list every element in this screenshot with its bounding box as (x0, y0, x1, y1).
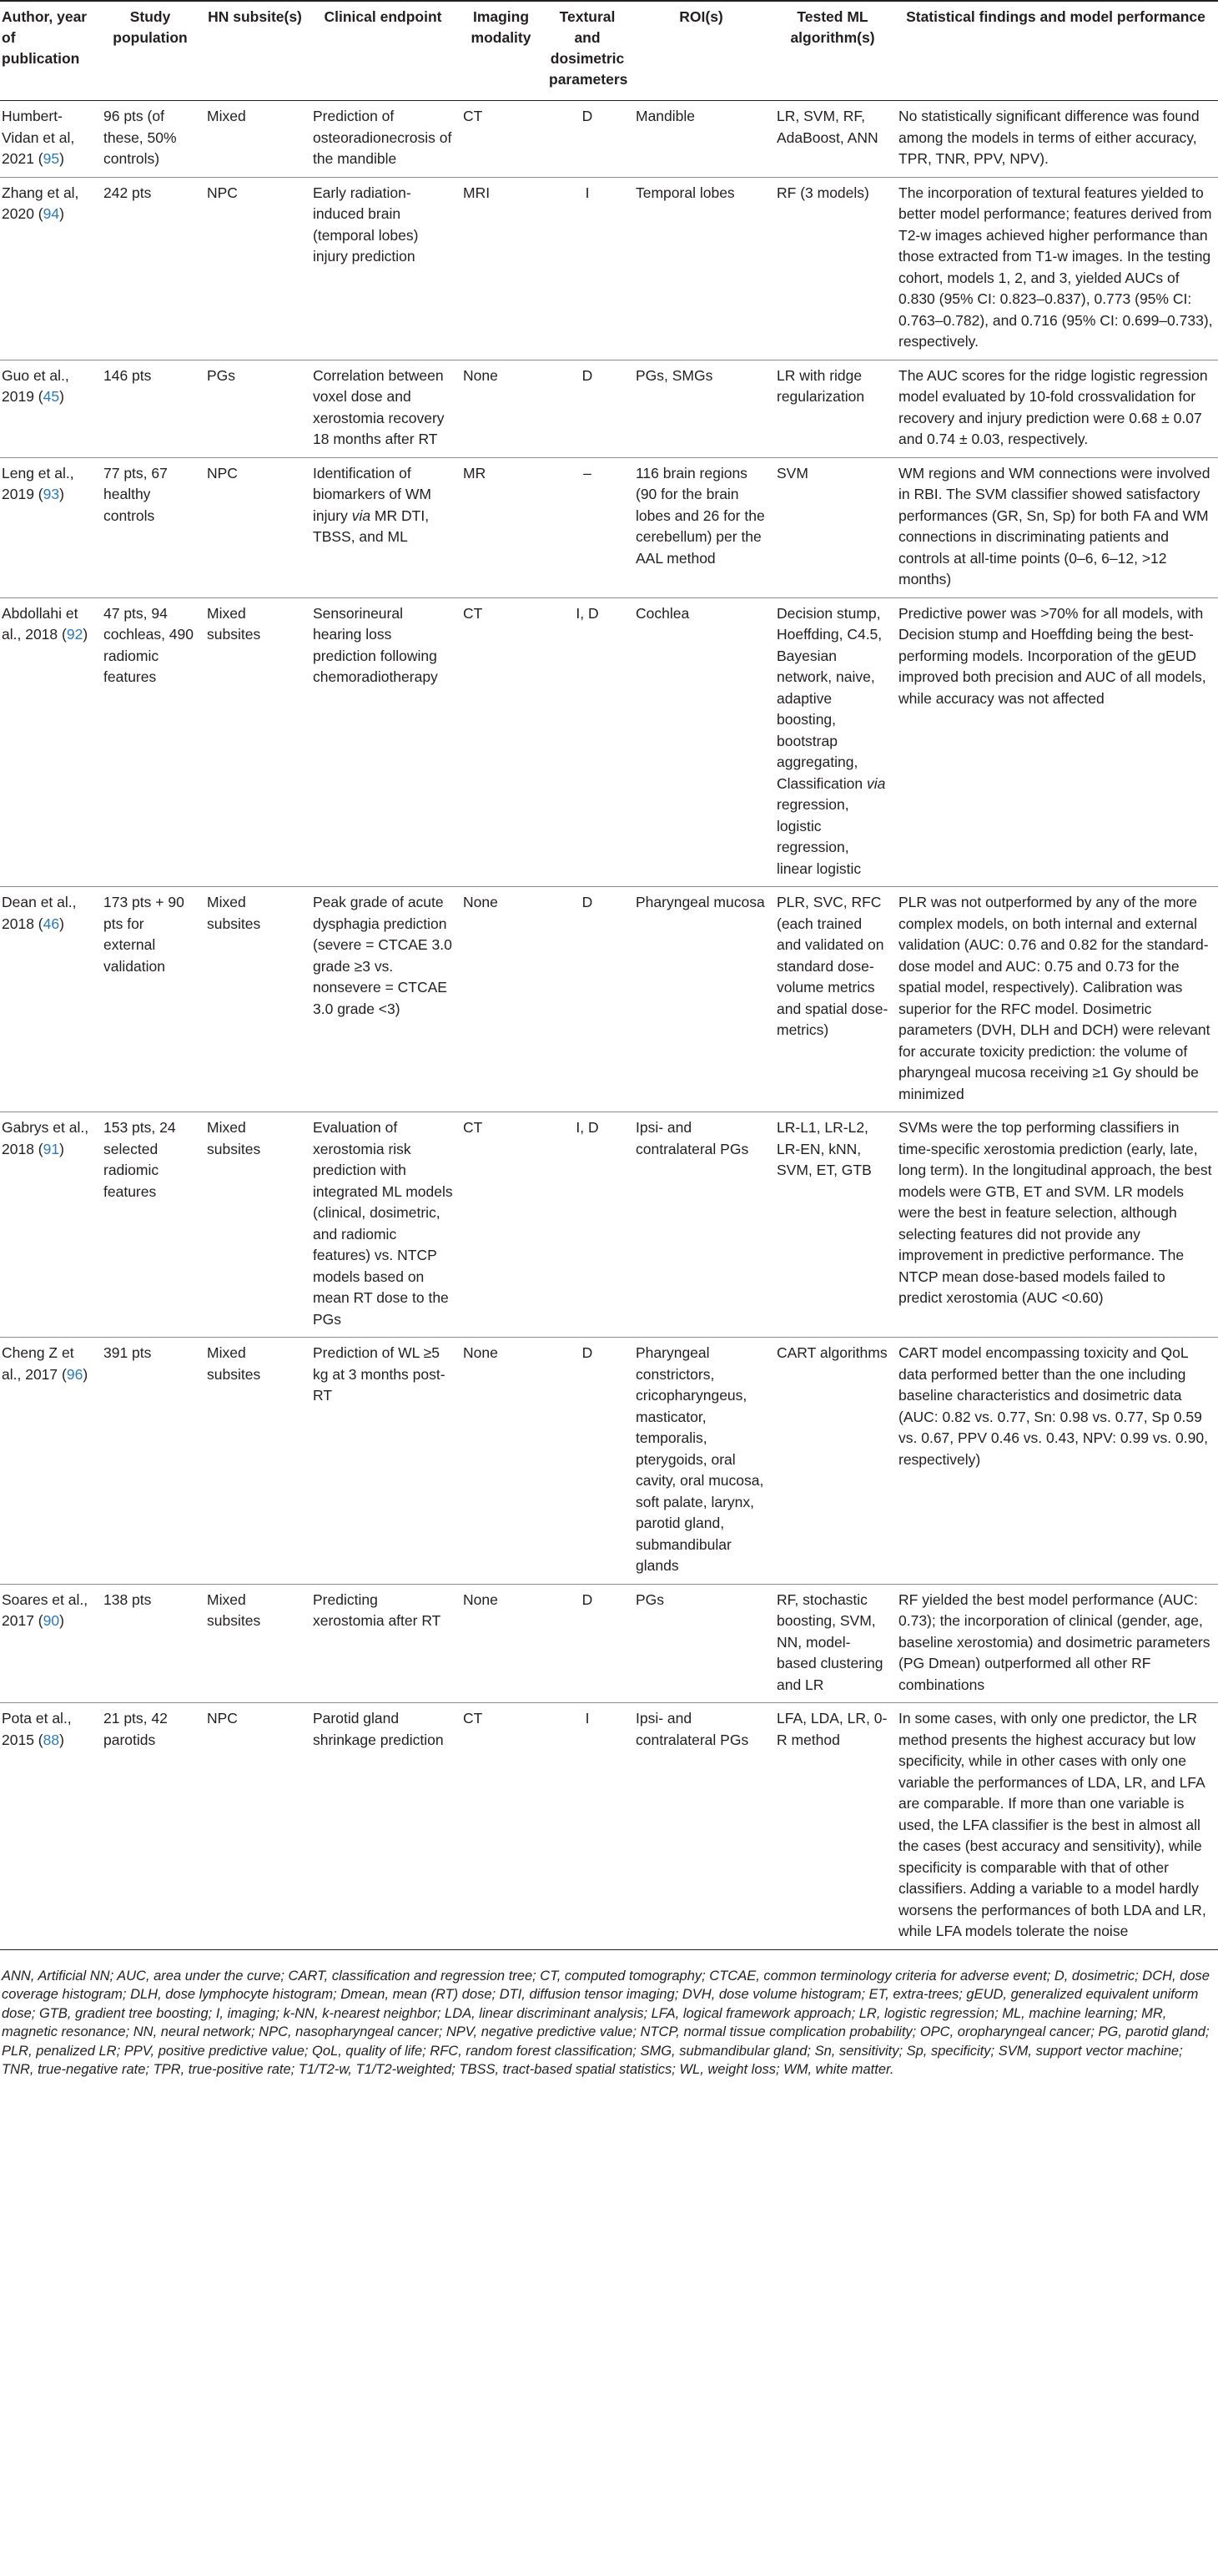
params-cell: I, D (544, 1112, 631, 1338)
roi-cell: Temporal lobes (631, 177, 772, 360)
params-cell: I (544, 177, 631, 360)
findings-cell: WM regions and WM connections were involved in RBI. The SVM classifier showed satisfactory performances (GR, Sn, Sp) for both FA and WM connections in discriminating patients and controls at all-time points (0–6, 6–12, >12 months) (893, 457, 1218, 597)
findings-cell: Predictive power was >70% for all models, with Decision stump and Hoeffding being the best-performing models. Incorporation of the gEUD improved both precision and AUC of all models, while accuracy was not affected (893, 597, 1218, 887)
reference-link[interactable]: 96 (66, 1365, 83, 1383)
endpoint-cell: Early radiation-induced brain (temporal lobes) injury prediction (308, 177, 458, 360)
population-cell: 173 pts + 90 pts for external validation (98, 887, 202, 1112)
table-row (0, 887, 1218, 1112)
table-row (0, 1112, 1218, 1338)
population-cell: 96 pts (of these, 50% controls) (98, 101, 202, 178)
reference-link[interactable]: 45 (43, 388, 60, 405)
reference-link[interactable]: 88 (43, 1731, 60, 1748)
imaging-cell: None (458, 1584, 544, 1703)
findings-cell: The incorporation of textural features yielded to better model performance; features derived from T2-w images achieved higher performance than those extracted from T1-w images. In the testing cohort, models 1, 2, and 3, yielded AUCs of 0.830 (95% CI: 0.823–0.837), 0.773 (95% CI: 0.763–0.782), and 0.716 (95% CI: 0.699–0.733), respectively. (893, 177, 1218, 360)
params-cell: I (544, 1703, 631, 1950)
roi-cell: Ipsi- and contralateral PGs (631, 1703, 772, 1950)
params-cell: D (544, 101, 631, 178)
algorithms-cell: SVM (772, 457, 893, 597)
imaging-cell: CT (458, 1112, 544, 1338)
endpoint-cell (308, 457, 458, 597)
subsite-cell: PGs (202, 360, 308, 457)
endpoint-text-italic: via (351, 507, 371, 524)
roi-cell: Pharyngeal mucosa (631, 887, 772, 1112)
subsite-cell: Mixed subsites (202, 887, 308, 1112)
table-row (0, 1584, 1218, 1703)
endpoint-cell: Peak grade of acute dysphagia prediction (severe = CTCAE 3.0 grade ≥3 vs. nonsevere = CTCAE 3.0 grade <3) (308, 887, 458, 1112)
subsite-cell: Mixed subsites (202, 597, 308, 887)
findings-cell: CART model encompassing toxicity and QoL data performed better than the one including baseline characteristics and dosimetric data (AUC: 0.82 vs. 0.77, Sn: 0.98 vs. 0.77, Sp 0.59 vs. 0.67, PPV 0.46 vs. 0.43, NPV: 0.99 vs. 0.90, respectively) (893, 1338, 1218, 1585)
author-cell: Dean et al., 2018 (46) (0, 887, 98, 1112)
header-algorithms: Tested ML algorithm(s) (772, 1, 893, 101)
params-cell: I, D (544, 597, 631, 887)
findings-cell: In some cases, with only one predictor, the LR method presents the highest accuracy but low specificity, while in other cases with only one variable the performances of LDA, LR, and LFA are comparable. If more than one variable is used, the LFA classifier is the best in almost all the cases (best accuracy and sensitivity), while specificity is comparable with that of other classifiers. Adding a variable to a model hardly worsens the performances of both LDA and LR, while LFA models tolerate the noise (893, 1703, 1218, 1950)
population-cell: 391 pts (98, 1338, 202, 1585)
algorithms-text-italic: via (866, 774, 886, 792)
author-cell: Leng et al., 2019 (93) (0, 457, 98, 597)
author-text: Cheng Z et al., 2017 (2, 1344, 74, 1383)
header-findings: Statistical findings and model performance (893, 1, 1218, 101)
algorithms-text: Decision stump, Hoeffding, C4.5, Bayesian network, naive, adaptive boosting, bootstrap aggregating, Classification (777, 604, 883, 792)
algorithms-text: regression, logistic regression, linear logistic (777, 796, 862, 877)
table-footnote: ANN, Artificial NN; AUC, area under the curve; CART, classification and regression tree; CT, computed tomography; CTCAE, common terminology criteria for adverse event; D, dosimetric; DCH, dose coverage histogram; DLH, dose lymphocyte histogram; Dmean, mean (RT) dose; DTI, diffusion tensor imaging; DVH, dose volume histogram; ET, extra-trees; gEUD, generalized equivalent uniform dose; GTB, gradient tree boosting; I, imaging; k-NN, k-nearest neighbor; LDA, linear discriminant analysis; LFA, logical framework approach; LR, logistic regression; ML, machine learning; MR, magnetic resonance; NN, neural network; NPC, nasopharyngeal cancer; NPV, negative predictive value; NTCP, normal tissue complication probability; OPC, oropharyngeal cancer; PG, parotid gland; PLR, penalized LR; PPV, positive predictive value; QoL, quality of life; RFC, random forest classification; SMG, submandibular gland; Sn, sensitivity; Sp, specificity; SVM, support vector machine; TNR, true-negative rate; TPR, true-positive rate; T1/T2-w, T1/T2-weighted; TBSS, tract-based spatial statistics; WL, weight loss; WM, white matter. (2, 1968, 1210, 2077)
endpoint-cell: Sensorineural hearing loss prediction following chemoradiotherapy (308, 597, 458, 887)
author-cell: Guo et al., 2019 (45) (0, 360, 98, 457)
endpoint-text: Identification of biomarkers of WM injury (313, 464, 431, 524)
endpoint-text: MR DTI, TBSS, and ML (313, 507, 430, 545)
author-text: Dean et al., 2018 (2, 894, 77, 932)
table-row (0, 177, 1218, 360)
algorithms-cell: LFA, LDA, LR, 0-R method (772, 1703, 893, 1950)
subsite-cell: NPC (202, 177, 308, 360)
author-text: Abdollahi et al., 2018 (2, 604, 78, 643)
algorithms-cell: LR-L1, LR-L2, LR-EN, kNN, SVM, ET, GTB (772, 1112, 893, 1338)
reference-link[interactable]: 90 (43, 1612, 60, 1629)
header-row (0, 1, 1218, 101)
imaging-cell: None (458, 360, 544, 457)
findings-cell: No statistically significant difference was found among the models in terms of either accuracy, TPR, TNR, PPV, NPV). (893, 101, 1218, 178)
author-text: Zhang et al, 2020 (2, 184, 79, 222)
header-subsite: HN subsite(s) (202, 1, 308, 101)
table-row (0, 1338, 1218, 1585)
imaging-cell: MRI (458, 177, 544, 360)
reference-link[interactable]: 93 (43, 486, 60, 502)
endpoint-cell: Prediction of WL ≥5 kg at 3 months post-RT (308, 1338, 458, 1585)
population-cell: 77 pts, 67 healthy controls (98, 457, 202, 597)
roi-cell: 116 brain regions (90 for the brain lobes and 26 for the cerebellum) per the AAL method (631, 457, 772, 597)
header-roi: ROI(s) (631, 1, 772, 101)
algorithms-cell: CART algorithms (772, 1338, 893, 1585)
population-cell: 21 pts, 42 parotids (98, 1703, 202, 1950)
imaging-cell: CT (458, 597, 544, 887)
params-cell: D (544, 1338, 631, 1585)
reference-link[interactable]: 95 (43, 150, 60, 167)
algorithms-cell: PLR, SVC, RFC (each trained and validated on standard dose-volume metrics and spatial dose-metrics) (772, 887, 893, 1112)
roi-cell: Cochlea (631, 597, 772, 887)
header-population: Study population (98, 1, 202, 101)
author-cell: Soares et al., 2017 (90) (0, 1584, 98, 1703)
subsite-cell: NPC (202, 1703, 308, 1950)
endpoint-cell: Correlation between voxel dose and xerostomia recovery 18 months after RT (308, 360, 458, 457)
population-cell: 47 pts, 94 cochleas, 490 radiomic features (98, 597, 202, 887)
table-row (0, 360, 1218, 457)
findings-cell: RF yielded the best model performance (AUC: 0.73); the incorporation of clinical (gender, age, baseline xerostomia) and dosimetric parameters (PG Dmean) outperformed all other RF combinations (893, 1584, 1218, 1703)
algorithms-cell: LR with ridge regularization (772, 360, 893, 457)
imaging-cell: None (458, 1338, 544, 1585)
endpoint-cell: Predicting xerostomia after RT (308, 1584, 458, 1703)
findings-cell: The AUC scores for the ridge logistic regression model evaluated by 10-fold crossvalidation for recovery and injury prediction were 0.68 ± 0.07 and 0.74 ± 0.03, respectively. (893, 360, 1218, 457)
author-text: Leng et al., 2019 (2, 464, 74, 502)
endpoint-cell: Prediction of osteoradionecrosis of the mandible (308, 101, 458, 178)
imaging-cell: None (458, 887, 544, 1112)
reference-link[interactable]: 92 (66, 626, 83, 643)
algorithms-cell: RF (3 models) (772, 177, 893, 360)
reference-link[interactable]: 46 (43, 915, 60, 932)
population-cell: 153 pts, 24 selected radiomic features (98, 1112, 202, 1338)
population-cell: 242 pts (98, 177, 202, 360)
author-text: Pota et al., 2015 (2, 1710, 72, 1748)
algorithms-cell (772, 597, 893, 887)
imaging-cell: CT (458, 101, 544, 178)
author-cell: Zhang et al, 2020 (94) (0, 177, 98, 360)
roi-cell: Pharyngeal constrictors, cricopharyngeus, masticator, temporalis, pterygoids, oral cavity, oral mucosa, soft palate, larynx, parotid gland, submandibular glands (631, 1338, 772, 1585)
header-imaging: Imaging modality (458, 1, 544, 101)
reference-link[interactable]: 94 (43, 205, 60, 222)
population-cell: 146 pts (98, 360, 202, 457)
header-author: Author, year of publication (0, 1, 98, 101)
author-text: Gabrys et al., 2018 (2, 1119, 89, 1157)
endpoint-cell: Parotid gland shrinkage prediction (308, 1703, 458, 1950)
algorithms-cell: RF, stochastic boosting, SVM, NN, model-based clustering and LR (772, 1584, 893, 1703)
author-text: Soares et al., 2017 (2, 1590, 88, 1629)
params-cell: – (544, 457, 631, 597)
table-row (0, 597, 1218, 887)
algorithms-cell: LR, SVM, RF, AdaBoost, ANN (772, 101, 893, 178)
imaging-cell: MR (458, 457, 544, 597)
subsite-cell: Mixed (202, 101, 308, 178)
subsite-cell: Mixed subsites (202, 1338, 308, 1585)
table-row (0, 457, 1218, 597)
table-row (0, 101, 1218, 178)
findings-cell: PLR was not outperformed by any of the more complex models, on both internal and external validation (AUC: 0.76 and 0.82 for the standard-dose model and AUC: 0.75 and 0.73 for the spatial model, respectively). Calibration was superior for the RFC model. Dosimetric parameters (DVH, DLH and DCH) were relevant for accurate toxicity prediction: the volume of pharyngeal mucosa receiving ≥1 Gy should be minimized (893, 887, 1218, 1112)
header-endpoint: Clinical endpoint (308, 1, 458, 101)
params-cell: D (544, 1584, 631, 1703)
population-cell: 138 pts (98, 1584, 202, 1703)
subsite-cell: NPC (202, 457, 308, 597)
roi-cell: PGs (631, 1584, 772, 1703)
roi-cell: Mandible (631, 101, 772, 178)
author-text: Guo et al., 2019 (2, 366, 69, 405)
reference-link[interactable]: 91 (43, 1140, 60, 1157)
roi-cell: PGs, SMGs (631, 360, 772, 457)
params-cell: D (544, 360, 631, 457)
author-cell: Abdollahi et al., 2018 (92) (0, 597, 98, 887)
author-cell: Humbert-Vidan et al, 2021 (95) (0, 101, 98, 178)
author-cell: Pota et al., 2015 (88) (0, 1703, 98, 1950)
endpoint-cell: Evaluation of xerostomia risk prediction with integrated ML models (clinical, dosimetric, and radiomic features) vs. NTCP models based on mean RT dose to the PGs (308, 1112, 458, 1338)
roi-cell: Ipsi- and contralateral PGs (631, 1112, 772, 1338)
author-cell: Cheng Z et al., 2017 (96) (0, 1338, 98, 1585)
table-row (0, 1703, 1218, 1950)
author-cell: Gabrys et al., 2018 (91) (0, 1112, 98, 1338)
author-text: Humbert-Vidan et al, 2021 (2, 108, 75, 167)
subsite-cell: Mixed subsites (202, 1584, 308, 1703)
imaging-cell: CT (458, 1703, 544, 1950)
findings-cell: SVMs were the top performing classifiers in time-specific xerostomia prediction (early, late, long term). In the longitudinal approach, the best models were GTB, ET and SVM. LR models were the best in feature selection, although selecting features did not provide any improvement in predictive performance. The NTCP mean dose-based models failed to predict xerostomia (AUC <0.60) (893, 1112, 1218, 1338)
subsite-cell: Mixed subsites (202, 1112, 308, 1338)
header-params: Textural and dosimetric parameters (544, 1, 631, 101)
params-cell: D (544, 887, 631, 1112)
